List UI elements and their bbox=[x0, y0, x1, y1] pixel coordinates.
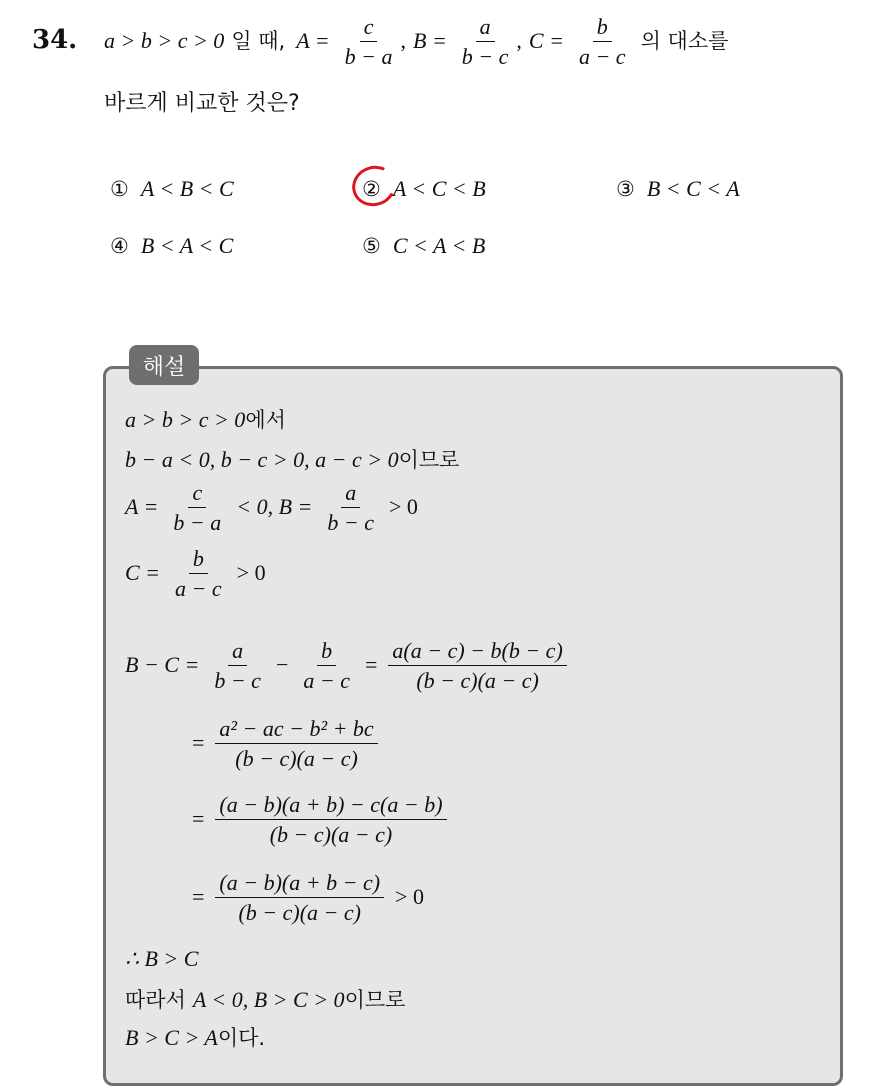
option-1-number: ① bbox=[110, 177, 129, 201]
option-2-text: A < C < B bbox=[392, 176, 486, 201]
A-fraction: $\frac{c}{b - a}$ bbox=[344, 14, 393, 70]
solution-line-2: b − a < 0, b − c > 0, a − c > 0이므로 bbox=[125, 447, 460, 472]
solution-line-9: ∴ B > C bbox=[125, 946, 199, 971]
solution-tag: 해설 bbox=[129, 345, 199, 385]
option-4-number: ④ bbox=[110, 234, 129, 258]
option-5-number: ⑤ bbox=[362, 234, 381, 258]
option-1-text: A < B < C bbox=[140, 176, 234, 201]
B-label: B = bbox=[413, 27, 447, 53]
solution-line-10: 따라서 A < 0, B > C > 0이므로 bbox=[125, 987, 406, 1012]
option-3[interactable] bbox=[616, 176, 740, 202]
option-3-number: ③ bbox=[616, 177, 635, 201]
solution-line-8: = $\frac{(a - b)(a + b - c)}{(b - c)(a - c)}$ > 0 bbox=[192, 870, 424, 926]
question-tail: 의 대소를 bbox=[640, 28, 729, 53]
option-2-number: ② bbox=[362, 177, 381, 201]
question-number: 34. bbox=[32, 25, 78, 55]
C-fraction: $\frac{b}{a - c}$ bbox=[578, 14, 626, 70]
option-5-text: C < A < B bbox=[392, 233, 486, 258]
B-fraction: $\frac{a}{b - c}$ bbox=[461, 14, 509, 70]
solution-line-11: B > C > A이다. bbox=[125, 1025, 266, 1050]
solution-line-1: a > b > c > 0에서 bbox=[125, 407, 286, 432]
solution-line-5: B − C = $\frac{a}{b - c}$ − $\frac{b}{a - c}$ = $\frac{a(a - c) - b(b - c)}{(b - c)(a - c)}$ bbox=[125, 638, 571, 694]
option-4-text: B < A < C bbox=[140, 233, 234, 258]
answer-circle-mark bbox=[347, 160, 401, 212]
solution-line-3: A = $\frac{c}{b - a}$ < 0, B = $\frac{a}{b - c}$ > 0 bbox=[125, 480, 418, 536]
option-1[interactable] bbox=[110, 176, 234, 202]
solution-line-6: = $\frac{\text{a² − ac − b² + bc}}{(b - c)(a - c)}$ bbox=[192, 716, 382, 772]
C-label: C = bbox=[528, 27, 564, 53]
solution-line-7: = $\frac{(a - b)(a + b) - c(a - b)}{(b - c)(a - c)}$ bbox=[192, 792, 451, 848]
question-line-1: a > b > c > 0 일 때, A = $\frac{c}{b - a}$ , B = $\frac{a}{b - c}$ , C = $\frac{b}{a - c}$ 의 대소를 bbox=[104, 14, 729, 70]
question-word: 일 때, bbox=[231, 28, 286, 53]
option-5[interactable] bbox=[362, 233, 485, 259]
question-line-2: 바르게 비교한 것은? bbox=[104, 91, 300, 116]
A-label: A = bbox=[296, 27, 330, 53]
option-3-text: B < C < A bbox=[646, 176, 740, 201]
condition: a > b > c > 0 bbox=[104, 27, 225, 53]
solution-line-4: C = $\frac{b}{a - c}$ > 0 bbox=[125, 546, 266, 602]
option-4[interactable] bbox=[110, 233, 233, 259]
